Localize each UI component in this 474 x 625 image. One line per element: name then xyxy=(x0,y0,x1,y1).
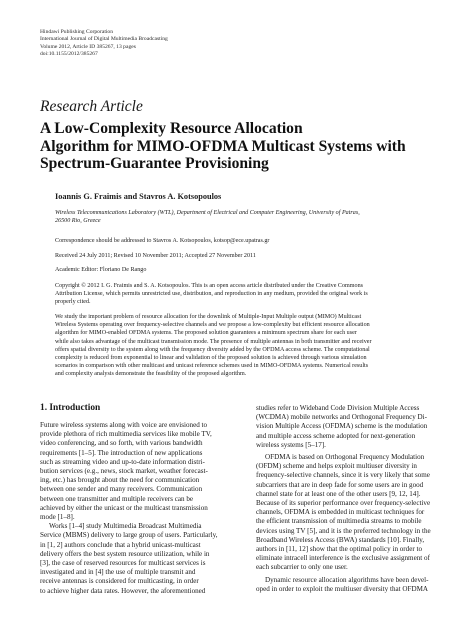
academic-editor: Academic Editor: Floriano De Rango xyxy=(55,267,147,273)
body-line: bution services (e.g., news, stock market, weather forecast- xyxy=(40,467,208,476)
journal-header xyxy=(40,29,168,58)
body-line: provide plethora of rich multimedia services like mobile TV, xyxy=(40,430,212,439)
title-line: Algorithm for MIMO-OFDMA Multicast Systems with xyxy=(40,137,406,155)
abstract-line: scenarios in comparison with other multicast and unicast reference schemes used in MIMO-OFDMA systems. Numerical results xyxy=(55,363,369,370)
body-line: achieved by either the unicast or the multicast transmission xyxy=(40,503,208,512)
body-line: Because of its superior performance over frequency-selective xyxy=(256,499,431,508)
article-type: Research Article xyxy=(40,98,143,115)
abstract-line: algorithm for MIMO-enabled OFDMA systems. The proposed solution guarantees a minimum spectrum share for each user xyxy=(55,330,357,337)
body-line: subcarriers that are in deep fade for some users are in good xyxy=(256,480,424,489)
body-line: Dynamic resource allocation algorithms have been devel- xyxy=(265,575,429,584)
body-line: requirements [1–5]. The introduction of new applications xyxy=(40,448,203,457)
body-line: between one sender and many receivers. Communication xyxy=(40,485,203,494)
body-line: and multiple access scheme adopted for next-generation xyxy=(256,431,416,440)
copyright-notice xyxy=(55,282,450,307)
body-line: studies refer to Wideband Code Division Multiple Access xyxy=(256,404,420,412)
body-line: [3], the case of reserved resources for multicast services is xyxy=(40,559,206,568)
affiliation xyxy=(55,209,450,225)
section-heading-introduction: 1. Introduction xyxy=(40,403,101,413)
abstract-line: complexity is reduced from exponential to linear and validation of the proposed solution is achieved through various simulation xyxy=(55,355,367,362)
body-line: frequency-selective channels, since it is very likely that some xyxy=(256,471,430,480)
abstract xyxy=(55,313,455,379)
body-line: Future wireless systems along with voice are envisioned to xyxy=(40,421,208,429)
title-line: A Low-Complexity Resource Allocation xyxy=(40,120,303,137)
body-line: Works [1–4] study Multimedia Broadcast Multimedia xyxy=(49,522,202,531)
body-line: oped in order to exploit the multiuser diversity that OFDMA xyxy=(256,584,428,593)
abstract-line: while also takes advantage of the multicast transmission mode. The presence of multiple antennas in both transmitter and receiver xyxy=(55,338,372,345)
body-line: wireless systems [5–17]. xyxy=(256,440,326,449)
body-line: channels, OFDMA is embedded in multicast techniques for xyxy=(256,508,425,517)
body-line: between one transmitter and multiple receivers can be xyxy=(40,494,194,503)
body-line: Broadband Wireless Access (BWA) standards [10]. Finally, xyxy=(256,535,425,544)
body-line: (WCDMA) mobile networks and Orthogonal Frequency Di- xyxy=(256,413,428,422)
journal-publisher: Hindawi Publishing Corporation xyxy=(40,29,114,35)
correspondence-email[interactable]: kotsop@ece.upatras.gr xyxy=(213,238,270,244)
title-line: Spectrum-Guarantee Provisioning xyxy=(40,155,269,173)
abstract-line: We study the important problem of resource allocation for the downlink of Multiple-Input Multiple output (MIMO) Multicast xyxy=(55,314,362,320)
copyright-line: Attribution License, which permits unrestricted use, distribution, and reproduction in any medium, provided the original work is xyxy=(55,291,368,298)
body-line: receive antennas is considered for multicasting, in order xyxy=(40,577,199,586)
body-line: mode [1–8]. xyxy=(40,513,75,522)
body-line: Service (MBMS) delivery to large group of users. Particularly, xyxy=(40,531,218,540)
body-line: eliminate intracell interference is the exclusive assignment of xyxy=(256,554,430,563)
body-line: channel state for at least one of the other users [9, 12, 14]. xyxy=(256,489,421,498)
journal-volume: Volume 2012, Article ID 385267, 13 pages xyxy=(40,43,136,50)
body-line: to achieve higher data rates. However, the aforementioned xyxy=(40,586,206,595)
affiliation-line: Wireless Telecommunications Laboratory (WTL), Department of Electrical and Computer Engineering, University of Patras, xyxy=(55,210,360,216)
body-line: the efficient transmission of multimedia streams to mobile xyxy=(256,517,422,526)
body-line: such as streaming video and up-to-date information distri- xyxy=(40,457,205,466)
body-line: vision Multiple Access (OFDMA) scheme is the modulation xyxy=(256,422,428,431)
abstract-line: offers spatial diversity to the system along with the frequency diversity added by the OFDMA access scheme. The computational xyxy=(55,346,370,353)
journal-doi: doi:10.1155/2012/385267 xyxy=(40,50,98,57)
right-column xyxy=(256,404,452,594)
copyright-line: Copyright © 2012 I. G. Fraimis and S. A. Kotsopoulos. This is an open access article distributed under the Creative Commons xyxy=(55,283,363,289)
body-line: authors in [11, 12] show that the optimal policy in order to xyxy=(256,545,423,554)
body-line: ing, etc.) has brought about the need for communication xyxy=(40,476,200,485)
left-column xyxy=(40,421,236,596)
received-dates: Received 24 July 2011; Revised 10 November 2011; Accepted 27 November 2011 xyxy=(55,253,256,259)
authors: Ioannis G. Fraimis and Stavros A. Kotsopoulos xyxy=(55,192,222,201)
body-line: (OFDM) scheme and helps exploit multiuser diversity in xyxy=(256,462,417,471)
body-line: devices using TV [5], and it is the preferred technology in the xyxy=(256,526,431,535)
body-line: investigated and in [4] the use of multiple transmit and xyxy=(40,568,196,577)
affiliation-line: 26500 Rio, Greece xyxy=(55,218,101,224)
correspondence xyxy=(55,237,269,245)
body-line: in [1, 2] authors conclude that a hybrid unicast-multicast xyxy=(40,540,201,549)
body-line: OFDMA is based on Orthogonal Frequency Modulation xyxy=(265,453,425,462)
body-line: each subcarrier to only one user. xyxy=(256,563,348,572)
copyright-line: properly cited. xyxy=(55,299,91,306)
paper-title xyxy=(40,120,440,173)
correspondence-text: Correspondence should be addressed to Stavros A. Kotsopoulos, xyxy=(55,238,214,244)
body-line: delivery offers the best system resource utilization, while in xyxy=(40,549,210,558)
abstract-line: and complexity analysis demonstrate the feasibility of the proposed algorithm. xyxy=(55,371,247,378)
journal-name: International Journal of Digital Multimedia Broadcasting xyxy=(40,36,168,43)
abstract-line: Wireless Systems operating over frequency-selective channels and we propose a low-complexity but efficient resource allocation xyxy=(55,322,370,329)
body-line: video conferencing, and so forth, with various bandwidth xyxy=(40,439,203,448)
